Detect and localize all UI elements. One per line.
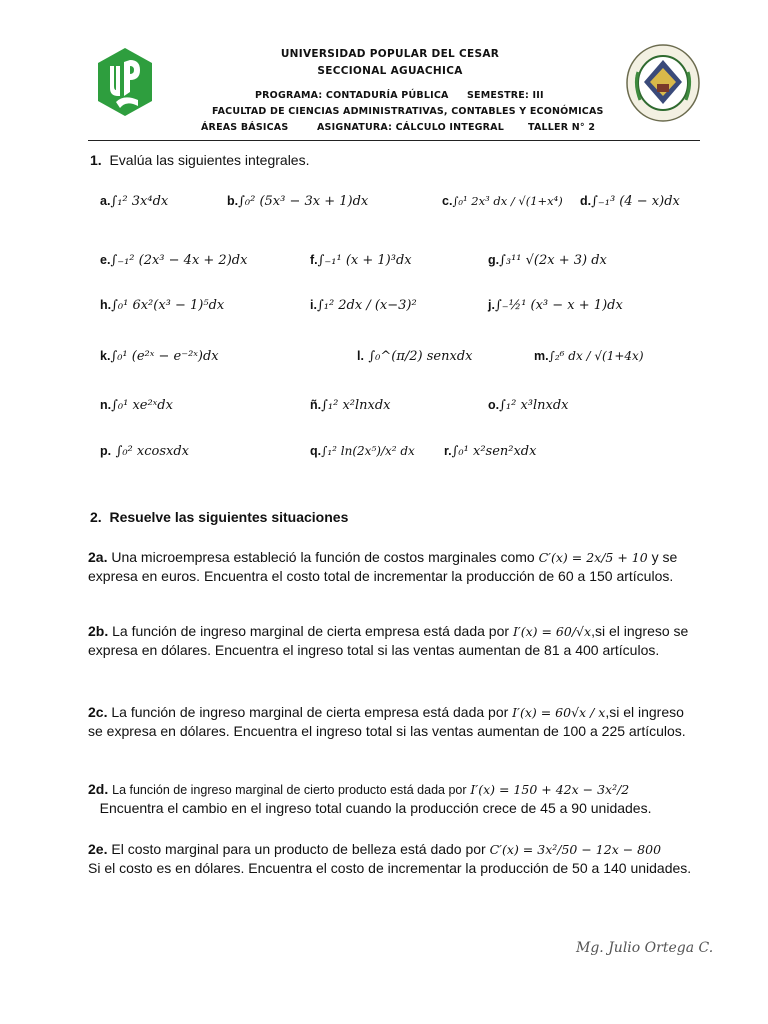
- problem-2e-text1: El costo marginal para un producto de belleza está dado por: [111, 841, 486, 857]
- integral-r: r.∫₀¹ x²sen²xdx: [444, 444, 537, 459]
- faculty-label: FACULTAD DE CIENCIAS ADMINISTRATIVAS, CONTABLES Y ECONÓMICAS: [212, 106, 604, 117]
- problem-2b-label: 2b.: [88, 623, 109, 639]
- integral-p: p. ∫₀² xcosxdx: [100, 444, 189, 459]
- section1-title: [90, 152, 309, 168]
- subject-label: ASIGNATURA: CÁLCULO INTEGRAL: [317, 122, 504, 133]
- program-label: PROGRAMA: CONTADURÍA PÚBLICA: [255, 90, 449, 101]
- problem-2c-formula: I′(x) = 60√x / x: [512, 705, 606, 720]
- problem-2b-text2: ,si el ingreso se expresa en dólares. Encuentra el ingreso total si las ventas aumentan de 81 a 400 artículos.: [88, 623, 689, 658]
- author-signature: Mg. Julio Ortega C.: [576, 940, 714, 956]
- upc-logo-icon: [94, 46, 156, 118]
- integral-e: e.∫₋₁² (2x³ − 4x + 2)dx: [100, 253, 248, 268]
- integral-o: o.∫₁² x³lnxdx: [488, 398, 569, 413]
- problem-2c-label: 2c.: [88, 704, 108, 720]
- integral-n: n.∫₀¹ xe²ˣdx: [100, 398, 173, 413]
- section2-number: 2.: [90, 509, 102, 525]
- integral-l: l. ∫₀^(π/2) senxdx: [357, 349, 473, 364]
- campus-name: SECCIONAL AGUACHICA: [317, 65, 463, 77]
- problem-2a-text2: y se expresa en euros. Encuentra el costo total de incrementar la producción de 60 a 150 artículos.: [88, 549, 678, 584]
- problem-2b-text1: La función de ingreso marginal de cierta empresa está dada por: [112, 623, 510, 639]
- section2-title: [90, 509, 348, 525]
- problem-2d: [88, 780, 698, 817]
- problem-2a-text1: Una microempresa estableció la función de costos marginales como: [111, 549, 535, 565]
- problem-2d-text1: La función de ingreso marginal de cierto producto está dada por: [112, 783, 467, 797]
- problem-2a-formula: C′(x) = 2x/5 + 10: [538, 550, 648, 565]
- problem-2a-label: 2a.: [88, 549, 108, 565]
- integral-g: g.∫₃¹¹ √(2x + 3) dx: [488, 253, 607, 268]
- integral-d: d.∫₋₁³ (4 − x)dx: [580, 194, 680, 209]
- integral-h: h.∫₀¹ 6x²(x³ − 1)⁵dx: [100, 298, 225, 313]
- integral-a: a.∫₁² 3x⁴dx: [100, 194, 169, 209]
- workshop-label: TALLER N° 2: [528, 122, 596, 133]
- problem-2b: [88, 622, 698, 659]
- integral-i: i.∫₁² 2dx / (x−3)²: [310, 298, 417, 313]
- semester-label: SEMESTRE: III: [467, 90, 544, 101]
- university-logo: [94, 46, 156, 118]
- integral-k: k.∫₀¹ (e²ˣ − e⁻²ˣ)dx: [100, 349, 219, 364]
- problem-2d-text2: Encuentra el cambio en el ingreso total cuando la producción crece de 45 a 90 unidades.: [99, 800, 652, 816]
- section1-number: 1.: [90, 152, 102, 168]
- area-label: ÁREAS BÁSICAS: [201, 122, 289, 133]
- header-divider: [88, 140, 700, 141]
- seal-icon: [624, 42, 702, 124]
- problem-2c: [88, 703, 698, 740]
- section2-text: Resuelve las siguientes situaciones: [109, 509, 349, 525]
- university-seal: [624, 42, 702, 124]
- problem-2d-label: 2d.: [88, 781, 109, 797]
- problem-2b-formula: I′(x) = 60/√x: [512, 624, 592, 639]
- problem-2c-text1: La función de ingreso marginal de cierta empresa está dada por: [111, 704, 509, 720]
- problem-2e: [88, 840, 698, 877]
- problem-2e-label: 2e.: [88, 841, 108, 857]
- section1-text: Evalúa las siguientes integrales.: [109, 152, 310, 168]
- problem-2a: [88, 548, 698, 585]
- integral-m: m.∫₂⁶ dx / √(1+4x): [534, 349, 644, 363]
- integral-b: b.∫₀² (5x³ − 3x + 1)dx: [227, 194, 369, 209]
- problem-2e-formula: C′(x) = 3x²/50 − 12x − 800: [489, 842, 662, 857]
- university-name: UNIVERSIDAD POPULAR DEL CESAR: [280, 48, 500, 60]
- integral-c: c.∫₀¹ 2x³ dx / √(1+x⁴): [442, 194, 563, 208]
- integral-f: f.∫₋₁¹ (x + 1)³dx: [310, 253, 412, 268]
- problem-2e-text2: Si el costo es en dólares. Encuentra el costo de incrementar la producción de 50 a 140 unidades.: [88, 860, 692, 876]
- problem-2d-formula: I′(x) = 150 + 42x − 3x²/2: [470, 782, 630, 797]
- integral-nn: ñ.∫₁² x²lnxdx: [310, 398, 391, 413]
- problem-2c-text2: ,si el ingreso se expresa en dólares. Encuentra el ingreso total si las ventas aumentan de 100 a 225 artículos.: [88, 704, 686, 739]
- integral-q: q.∫₁² ln(2x⁵)/x² dx: [310, 444, 415, 458]
- integral-j: j.∫₋½¹ (x³ − x + 1)dx: [488, 298, 623, 313]
